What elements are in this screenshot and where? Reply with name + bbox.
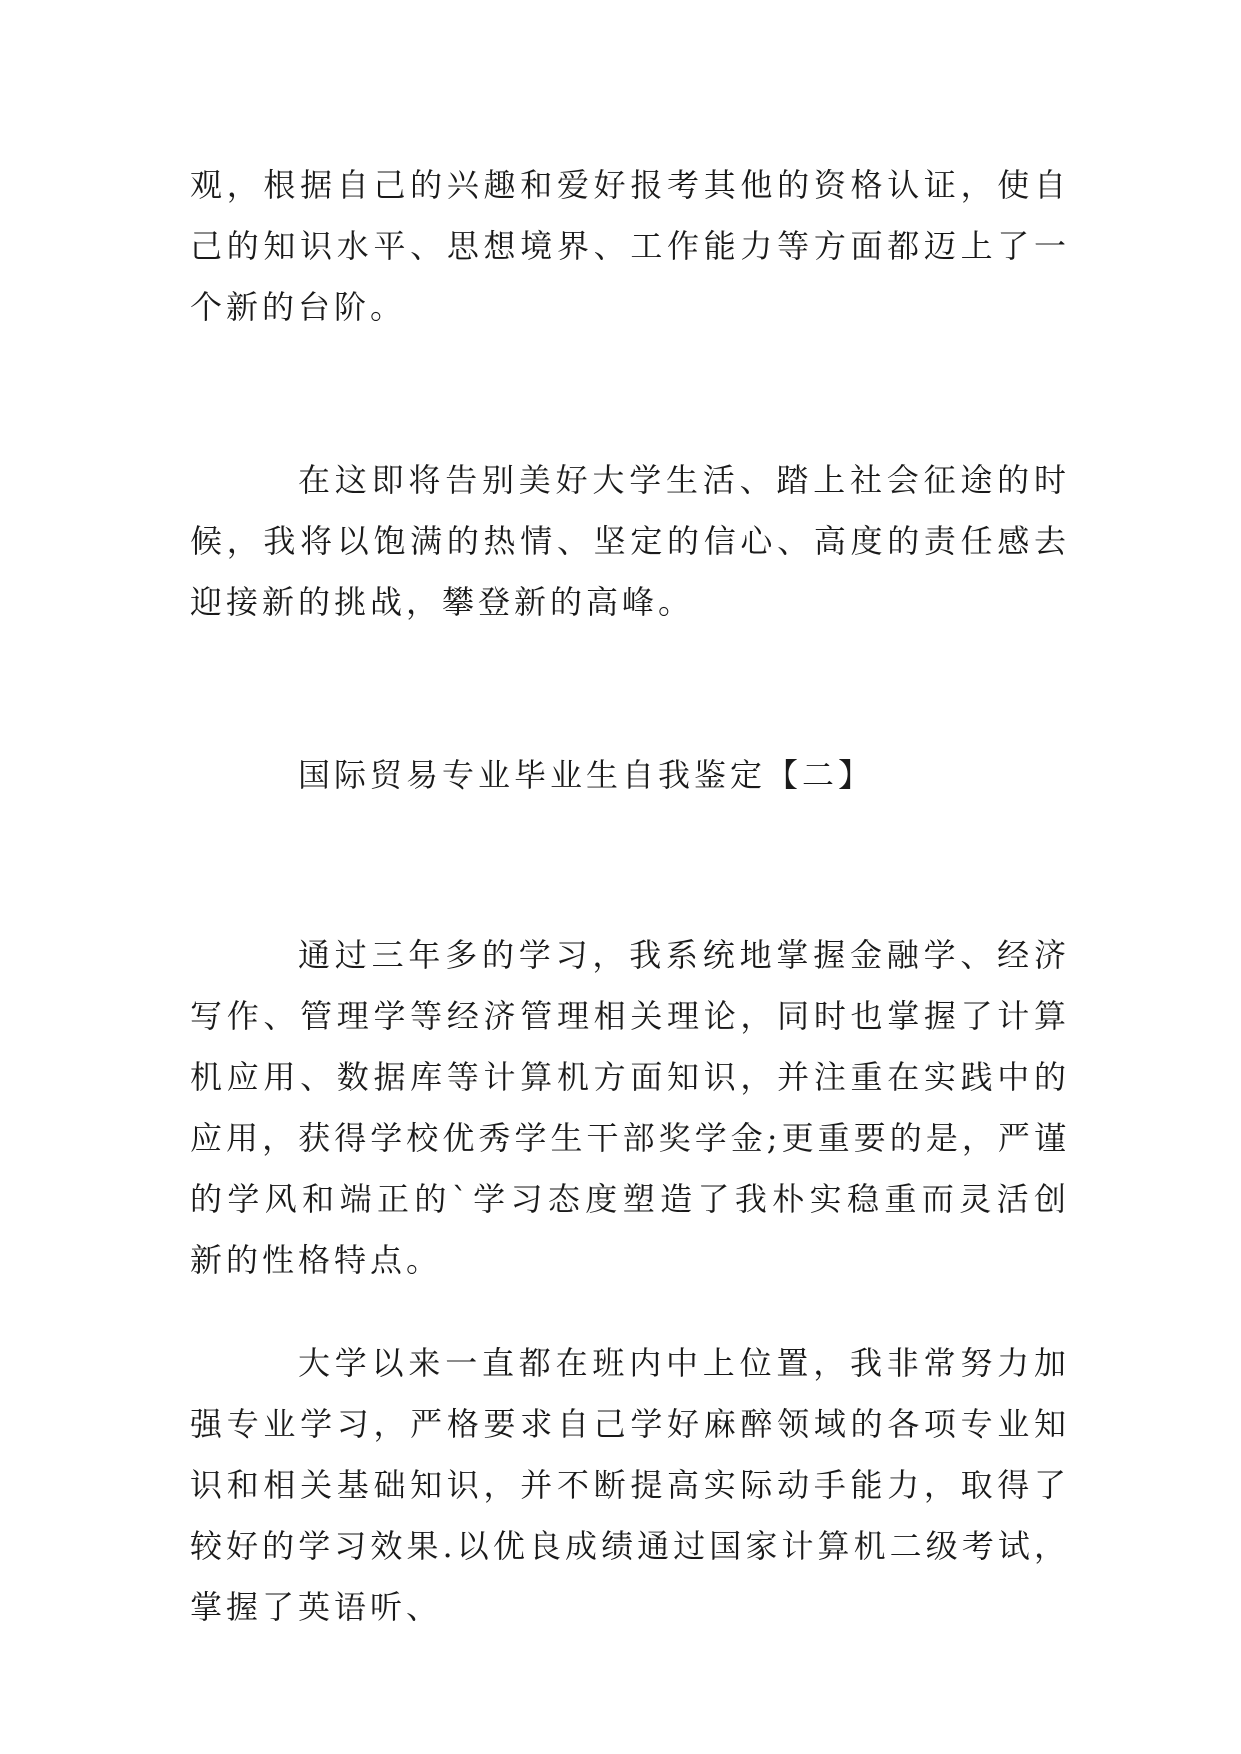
paragraph-farewell: 在这即将告别美好大学生活、踏上社会征途的时候，我将以饱满的热情、坚定的信心、高度的责任感去迎接新的挑战，攀登新的高峰。	[190, 461, 1070, 621]
paragraph-study: 通过三年多的学习，我系统地掌握金融学、经济写作、管理学等经济管理相关理论，同时也掌握了计算机应用、数据库等计算机方面知识，并注重在实践中的应用，获得学校优秀学生干部奖学金;更重要的是，严谨的学风和端正的`学习态度塑造了我朴实稳重而灵活创新的性格特点。	[190, 936, 1070, 1279]
section-heading: 国际贸易专业毕业生自我鉴定【二】	[298, 756, 875, 794]
paragraph-achievements: 大学以来一直都在班内中上位置，我非常努力加强专业学习，严格要求自己学好麻醉领域的各项专业知识和相关基础知识，并不断提高实际动手能力，取得了较好的学习效果.以优良成绩通过国家计算机二级考试，掌握了英语听、	[190, 1344, 1070, 1626]
paragraph-continuation: 观，根据自己的兴趣和爱好报考其他的资格认证，使自己的知识水平、思想境界、工作能力等方面都迈上了一个新的台阶。	[190, 166, 1070, 326]
